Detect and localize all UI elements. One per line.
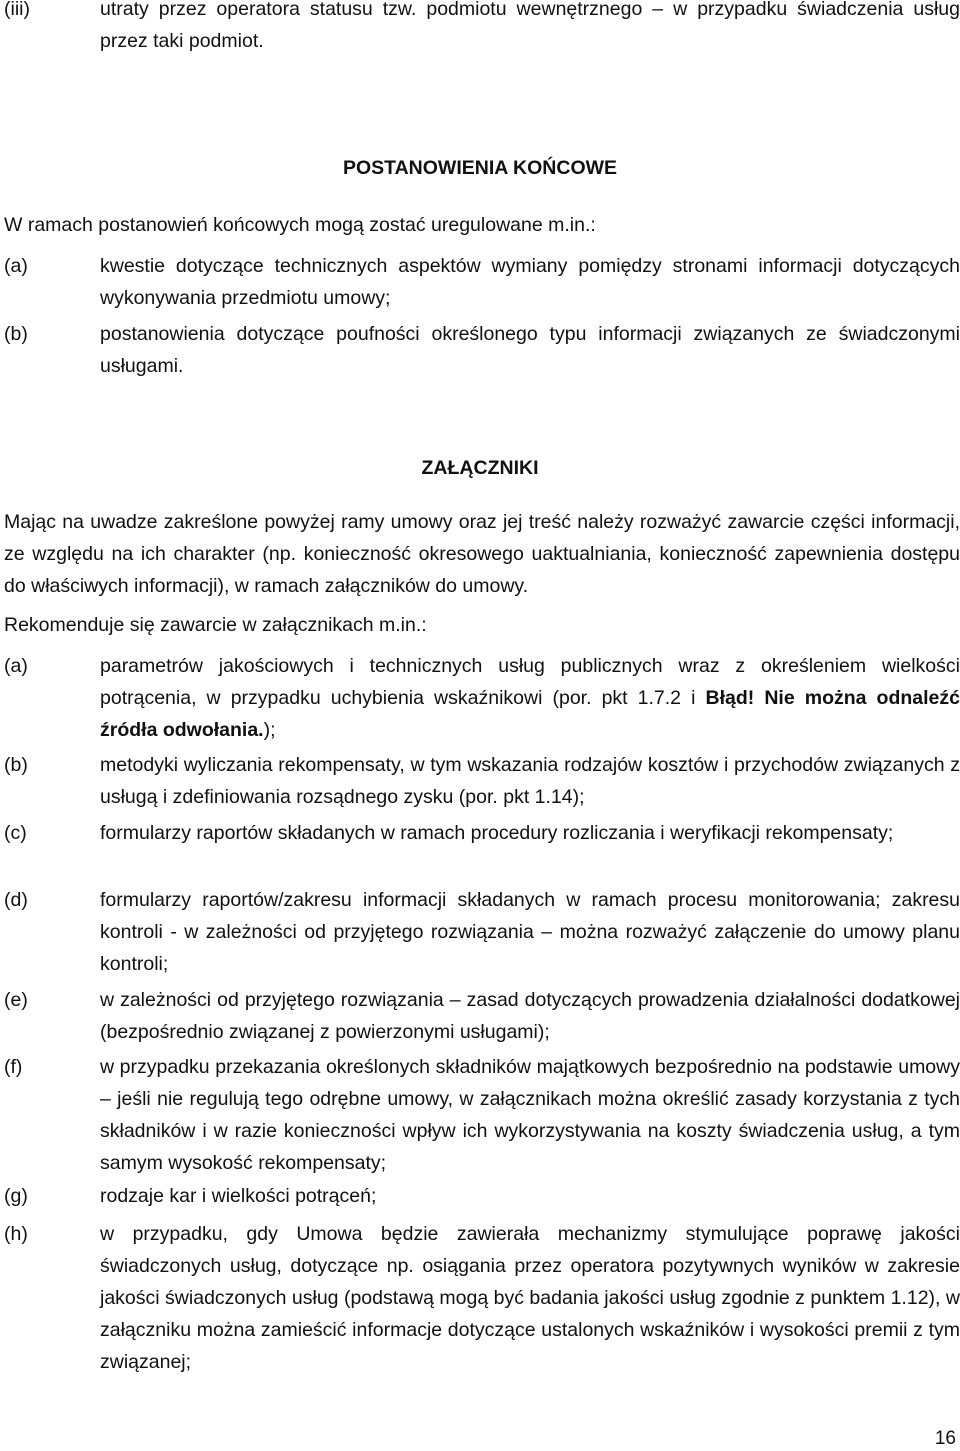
list-item-iii bbox=[4, 0, 960, 57]
list-item-text: kwestie dotyczące technicznych aspektów wymiany pomiędzy stronami informacji dotyczących wykonywania przedmiotu umowy; bbox=[100, 255, 960, 309]
reference-error-text: Błąd! Nie można odnaleźć źródła odwołania. bbox=[100, 687, 960, 741]
list-marker: (iii) bbox=[4, 0, 30, 20]
list-item-text: utraty przez operatora statusu tzw. podmiotu wewnętrznego – w przypadku świadczenia usług przez taki podmiot. bbox=[100, 0, 960, 52]
list-item-text: rodzaje kar i wielkości potrąceń; bbox=[100, 1185, 377, 1207]
attachment-item-b bbox=[4, 749, 960, 813]
attachment-item-e bbox=[4, 984, 960, 1048]
attachment-item-f bbox=[4, 1051, 960, 1179]
attachment-item-a bbox=[4, 650, 960, 746]
attachments-recommendation: Rekomenduje się zawarcie w załącznikach m.in.: bbox=[4, 614, 427, 636]
attachment-item-g bbox=[4, 1180, 960, 1212]
list-item-text: w zależności od przyjętego rozwiązania – zasad dotyczących prowadzenia działalności dodatkowej (bezpośrednio związanej z powierzonymi usługami); bbox=[100, 989, 960, 1043]
list-marker: (a) bbox=[4, 655, 28, 677]
list-marker: (a) bbox=[4, 255, 28, 277]
list-marker: (g) bbox=[4, 1185, 28, 1207]
list-marker: (h) bbox=[4, 1223, 28, 1245]
list-item-text: metodyki wyliczania rekompensaty, w tym wskazania rodzajów kosztów i przychodów związanych z usługą i zdefiniowania rozsądnego zysku (por. pkt 1.14); bbox=[100, 754, 960, 808]
attachment-item-h bbox=[4, 1218, 960, 1378]
list-marker: (e) bbox=[4, 989, 28, 1011]
attachments-intro: Mając na uwadze zakreślone powyżej ramy umowy oraz jej treść należy rozważyć zawarcie części informacji, ze względu na ich charakter (np. konieczność okresowego uaktualniania, konieczność zapewnienia dostępu do właściwych informacji), w ramach załączników do umowy. bbox=[4, 511, 960, 597]
list-marker: (c) bbox=[4, 822, 27, 844]
list-item-text: w przypadku, gdy Umowa będzie zawierała mechanizmy stymulujące poprawę jakości świadczonych usług, dotyczące np. osiągania przez operatora pozytywnych wyników w zakresie jakości świadczonych usług (podstawą mogą być badania jakości usług zgodnie z punktem 1.12), w załączniku można zamieścić informacje dotyczące ustalonych wskaźników i wysokości premii z tym związanej; bbox=[100, 1223, 960, 1373]
list-item-text: formularzy raportów/zakresu informacji składanych w ramach procesu monitorowania; zakresu kontroli - w zależności od przyjętego rozwiązania – można rozważyć załączenie do umowy planu kontroli; bbox=[100, 889, 960, 975]
list-marker: (b) bbox=[4, 754, 28, 776]
list-item-text bbox=[100, 650, 960, 746]
section-heading-final-provisions: POSTANOWIENIA KOŃCOWE bbox=[342, 157, 618, 179]
final-item-a bbox=[4, 250, 960, 314]
final-provisions-intro: W ramach postanowień końcowych mogą zostać uregulowane m.in.: bbox=[4, 214, 596, 236]
list-marker: (d) bbox=[4, 889, 28, 911]
final-item-b bbox=[4, 318, 960, 382]
list-item-text: postanowienia dotyczące poufności określonego typu informacji związanych ze świadczonymi usługami. bbox=[100, 323, 960, 377]
attachment-item-d bbox=[4, 884, 960, 980]
list-item-text: formularzy raportów składanych w ramach procedury rozliczania i weryfikacji rekompensaty; bbox=[100, 822, 894, 844]
item-text-end: ); bbox=[263, 719, 276, 741]
page-number: 16 bbox=[934, 1428, 956, 1449]
list-marker: (b) bbox=[4, 323, 28, 345]
attachment-item-c bbox=[4, 817, 960, 849]
item-text-start: parametrów jakościowych i technicznych usług publicznych wraz z określeniem wielkości potrącenia, w przypadku uchybienia wskaźnikowi (por. pkt 1.7.2 i bbox=[100, 655, 960, 709]
section-heading-attachments: ZAŁĄCZNIKI bbox=[421, 457, 539, 479]
list-marker: (f) bbox=[4, 1056, 23, 1078]
list-item-text: w przypadku przekazania określonych składników majątkowych bezpośrednio na podstawie umowy – jeśli nie regulują tego odrębne umowy, w załącznikach można określić zasady korzystania z tych składników i w razie konieczności wpływ ich wykorzystywania na koszty świadczenia usług, a tym samym wysokość rekompensaty; bbox=[100, 1056, 960, 1174]
